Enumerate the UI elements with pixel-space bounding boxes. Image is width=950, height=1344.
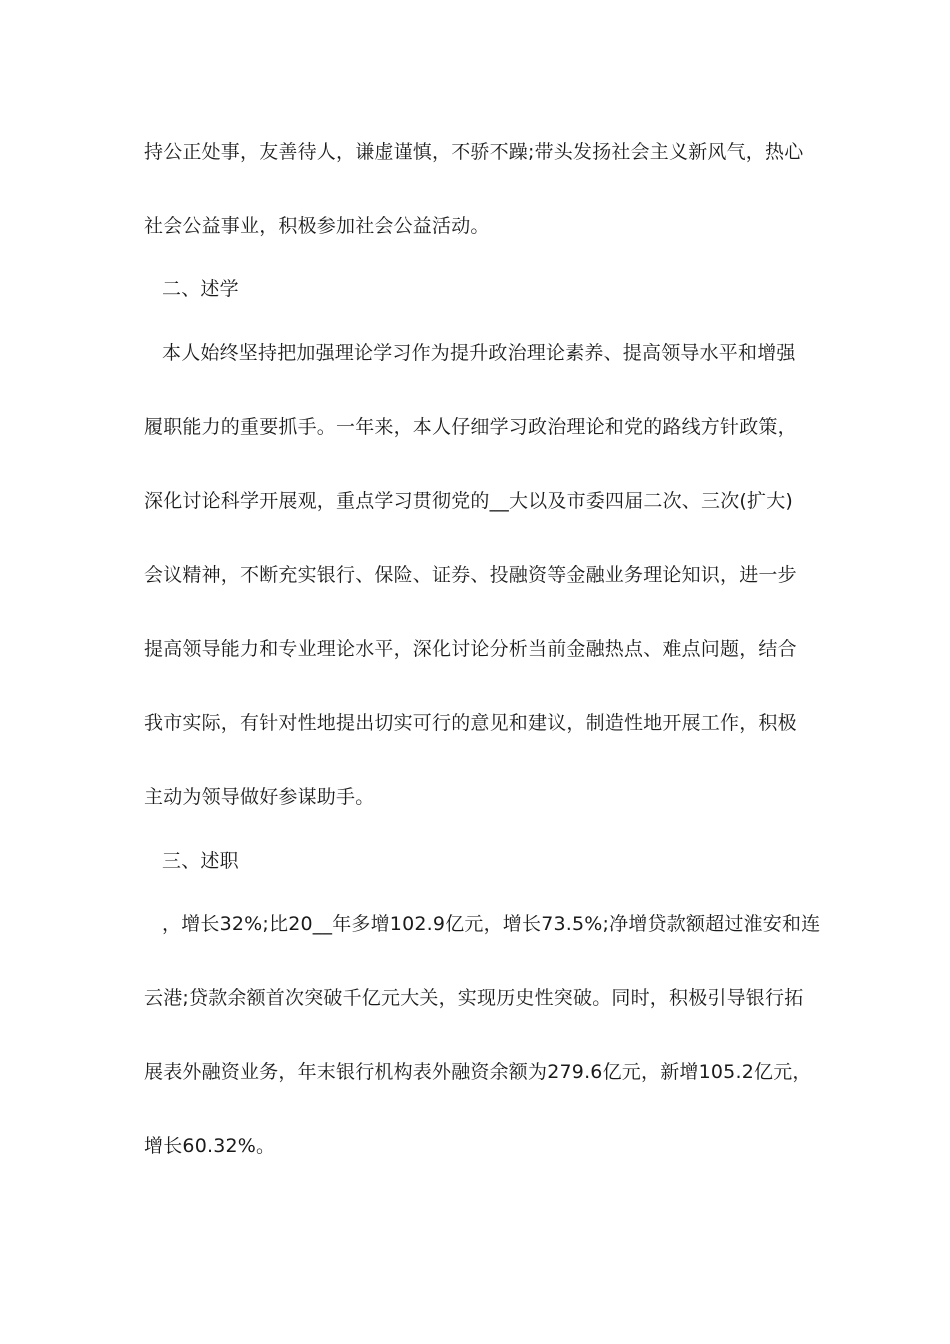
paragraph-line: 提高领导能力和专业理论水平，深化讨论分析当前金融热点、难点问题，结合 xyxy=(144,638,797,660)
paragraph-line: ，增长32%;比20__年多增102.9亿元，增长73.5%;净增贷款额超过淮安和连 xyxy=(162,913,821,935)
paragraph-line: 主动为领导做好参谋助手。 xyxy=(144,786,375,808)
paragraph-line: 云港;贷款余额首次突破千亿元大关，实现历史性突破。同时，积极引导银行拓 xyxy=(144,987,804,1009)
paragraph-line: 本人始终坚持把加强理论学习作为提升政治理论素养、提高领导水平和增强 xyxy=(162,342,796,364)
paragraph-line: 增长60.32%。 xyxy=(144,1135,276,1157)
paragraph-line: 深化讨论科学开展观，重点学习贯彻党的__大以及市委四届二次、三次(扩大) xyxy=(144,490,794,512)
paragraph-line: 履职能力的重要抓手。一年来，本人仔细学习政治理论和党的路线方针政策， xyxy=(144,416,797,438)
paragraph-line: 持公正处事，友善待人，谦虚谨慎，不骄不躁;带头发扬社会主义新风气，热心 xyxy=(144,141,804,163)
paragraph-line: 会议精神，不断充实银行、保险、证券、投融资等金融业务理论知识，进一步 xyxy=(144,564,797,586)
section-heading-duty: 三、述职 xyxy=(162,850,239,872)
section-heading-study: 二、述学 xyxy=(162,278,239,300)
paragraph-line: 展表外融资业务，年末银行机构表外融资余额为279.6亿元，新增105.2亿元， xyxy=(144,1061,812,1083)
paragraph-line: 我市实际，有针对性地提出切实可行的意见和建议，制造性地开展工作，积极 xyxy=(144,712,797,734)
paragraph-line: 社会公益事业，积极参加社会公益活动。 xyxy=(144,215,490,237)
